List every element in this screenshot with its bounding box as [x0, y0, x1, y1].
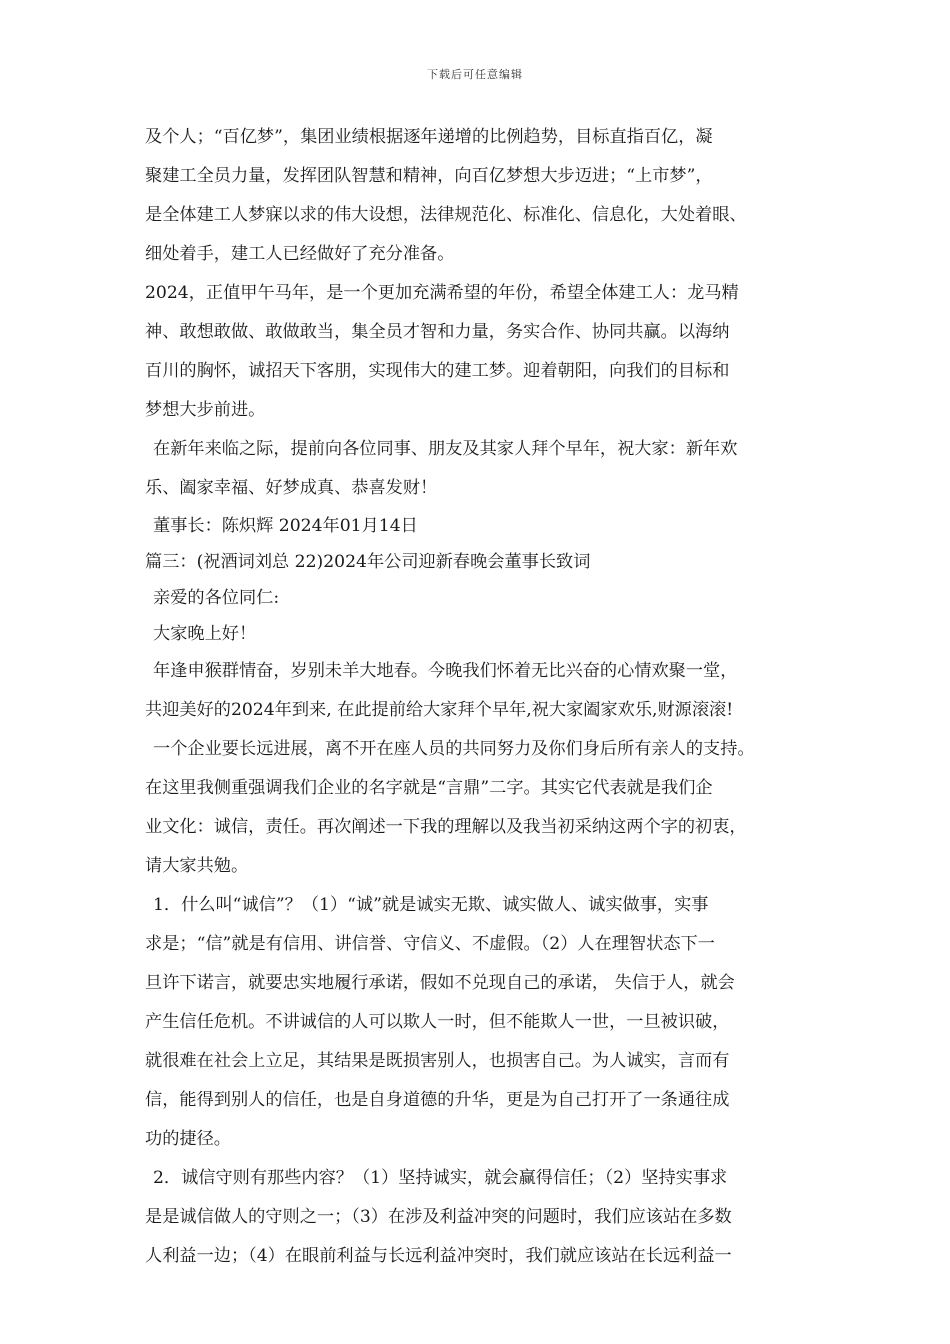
text-line: 及个人；“百亿梦”，集团业绩根据逐年递增的比例趋势，目标直指百亿，凝 [145, 127, 713, 147]
text-line: 是全体建工人梦寐以求的伟大设想，法律规范化、标准化、信息化，大处着眼、 [145, 205, 747, 225]
text-line: 乐、阖家幸福、好梦成真、恭喜发财！ [145, 478, 438, 498]
text-line: 在新年来临之际，提前向各位同事、朋友及其家人拜个早年，祝大家：新年欢 [153, 439, 738, 459]
page-header-note: 下载后可任意编辑 [427, 68, 523, 81]
text-line: 年逢申猴群情奋，岁别未羊大地春。今晚我们怀着无比兴奋的心情欢聚一堂， [153, 661, 738, 681]
text-line: 共迎美好的2024年到来, 在此提前给大家拜个早年,祝大家阖家欢乐,财源滚滚! [145, 700, 734, 720]
text-line: 2．诚信守则有那些内容？（1）坚持诚实，就会赢得信任；（2）坚持实事求 [153, 1168, 728, 1188]
text-line: 细处着手，建工人已经做好了充分准备。 [145, 244, 455, 264]
text-line: 业文化：诚信，责任。再次阐述一下我的理解以及我当初采纳这两个字的初衷， [145, 817, 747, 837]
section-heading: 篇三：(祝酒词刘总 22)2024年公司迎新春晚会董事长致词 [145, 552, 591, 572]
text-line: 信，能得到别人的信任，也是自身道德的升华，更是为自己打开了一条通往成 [145, 1090, 730, 1110]
text-line: 神、敢想敢做、敢做敢当，集全员才智和力量，务实合作、协同共赢。以海纳 [145, 322, 730, 342]
text-line: 2024，正值甲午马年，是一个更加充满希望的年份，希望全体建工人：龙马精 [145, 283, 739, 303]
text-line: 旦许下诺言，就要忠实地履行承诺，假如不兑现自己的承诺， 失信于人，就会 [145, 973, 735, 993]
text-line: 1．什么叫“诚信”？（1）“诚”就是诚实无欺、诚实做人、诚实做事，实事 [153, 895, 709, 915]
text-line: 梦想大步前进。 [145, 400, 266, 420]
text-line: 聚建工全员力量，发挥团队智慧和精神，向百亿梦想大步迈进；“上市梦”， [145, 166, 713, 186]
text-line: 请大家共勉。 [145, 856, 249, 876]
text-line: 人利益一边；（4）在眼前利益与长远利益冲突时，我们就应该站在长远利益一 [145, 1246, 732, 1266]
signature-line: 董事长：陈炽辉 2024年01月14日 [153, 516, 418, 536]
text-line: 是是诚信做人的守则之一；（3）在涉及利益冲突的问题时，我们应该站在多数 [145, 1207, 732, 1227]
salutation-line: 亲爱的各位同仁: [153, 588, 280, 608]
text-line: 百川的胸怀，诚招天下客朋，实现伟大的建工梦。迎着朝阳，向我们的目标和 [145, 361, 730, 381]
text-line: 求是；“信”就是有信用、讲信誉、守信义、不虚假。（2）人在理智状态下一 [145, 934, 715, 954]
text-line: 功的捷径。 [145, 1129, 231, 1149]
document-body [145, 118, 810, 1276]
text-line: 就很难在社会上立足，其结果是既损害别人，也损害自己。为人诚实，言而有 [145, 1051, 730, 1071]
text-line: 在这里我侧重强调我们企业的名字就是“言鼎”二字。其实它代表就是我们企 [145, 778, 713, 798]
text-line: 一个企业要长远进展，离不开在座人员的共同努力及你们身后所有亲人的支持。 [153, 739, 755, 759]
text-line: 产生信任危机。不讲诚信的人可以欺人一时，但不能欺人一世，一旦被识破， [145, 1012, 730, 1032]
greeting-line: 大家晚上好！ [153, 624, 257, 644]
